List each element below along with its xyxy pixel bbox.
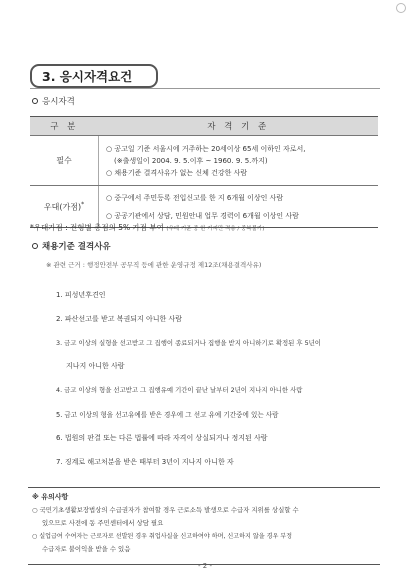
disqualification-item: 3. 금고 이상의 실형을 선고받고 그 집행이 종료되거나 집행을 받지 아니하기로 확정된 후 5년이 [56,339,321,347]
preference-footnote [30,222,264,233]
section-title: 3. 응시자격요건 [30,64,158,88]
category-preferred-mark: * [81,200,85,208]
note-line: 수급자로 불이익을 받을 수 있음 [42,545,131,553]
disqualification-item: 6. 법원의 판결 또는 다른 법률에 따라 자격이 상실되거나 정지된 사람 [56,434,268,442]
legal-basis: ※ 관련 근거 : 행정안전부 공무직 등에 관한 운영규정 제12조(채용결격사유) [46,261,262,269]
disqualification-heading-text: 채용기준 결격사유 [42,242,111,252]
criteria-line: (※출생일이 2004. 9. 5.이후 ~ 1960. 9. 5.까지) [114,156,268,165]
notes-heading: ※ 유의사항 [32,493,69,501]
disqualification-item: 4. 금고 이상의 형을 선고받고 그 집행유예 기간이 끝난 날부터 2년이 지나지 아니한 사람 [56,386,303,394]
disqualification-item: 2. 파산선고를 받고 복권되지 아니한 사람 [56,315,182,323]
criteria-line: ○ 공고일 기준 서울시에 거주하는 20세이상 65세 이하인 자로서, [106,144,306,153]
qualification-table [30,116,378,228]
criteria-line: ○ 중구에서 주민등록 전입신고를 한 지 6개월 이상인 사람 [106,193,284,202]
page-number: - 2 - [198,562,212,570]
footnote-small: (우대 기준 중 한 가지만 적용 / 중복불가) [166,226,265,232]
note-line: 있으므로 사전에 동 주민센터에서 상담 필요 [42,519,164,527]
criteria-required [99,136,379,186]
table-row-required [30,136,378,186]
note-line: ○ 국민기초생활보장법상의 수급권자가 참여할 경우 근로소득 발생으로 수급자 지위를 상실할 수 [32,506,299,514]
circle-bullet-icon [32,98,38,104]
footnote-main: *우대가점 : 전형별 총점의 5% 가점 부여 [30,223,164,232]
category-preferred-label: 우대(가점) [43,202,82,212]
corner-mark-icon [395,2,407,14]
header-category: 구 분 [30,117,99,136]
disqualification-item: 1. 피성년후견인 [56,291,106,299]
table-header-row [30,117,378,136]
disqualification-item: 지나지 아니한 사람 [66,362,125,370]
criteria-line: ○ 공공기관에서 상담, 민원안내 업무 경력이 6개월 이상인 사람 [106,211,299,220]
section-divider [30,88,380,89]
disqualification-item: 5. 금고 이상의 형을 선고유예를 받은 경우에 그 선고 유예 기간중에 있는 사람 [56,411,279,419]
header-criteria: 자 격 기 준 [99,117,379,136]
category-required: 필수 [30,136,99,186]
criteria-line: ○ 채용기준 결격사유가 없는 신체 건강한 사람 [106,168,248,177]
circle-bullet-icon [32,243,38,249]
disqualification-item: 7. 징계로 해고처분을 받은 때부터 3년이 지나지 아니한 자 [56,458,234,466]
qualification-heading [32,95,75,107]
note-line: ○ 실업급여 수여자는 근로자로 선발된 경우 취업사실을 신고하여야 하며, 신고하지 않을 경우 부정 [32,533,293,540]
disqualification-heading [32,240,111,252]
qualification-heading-text: 응시자격 [42,97,75,107]
